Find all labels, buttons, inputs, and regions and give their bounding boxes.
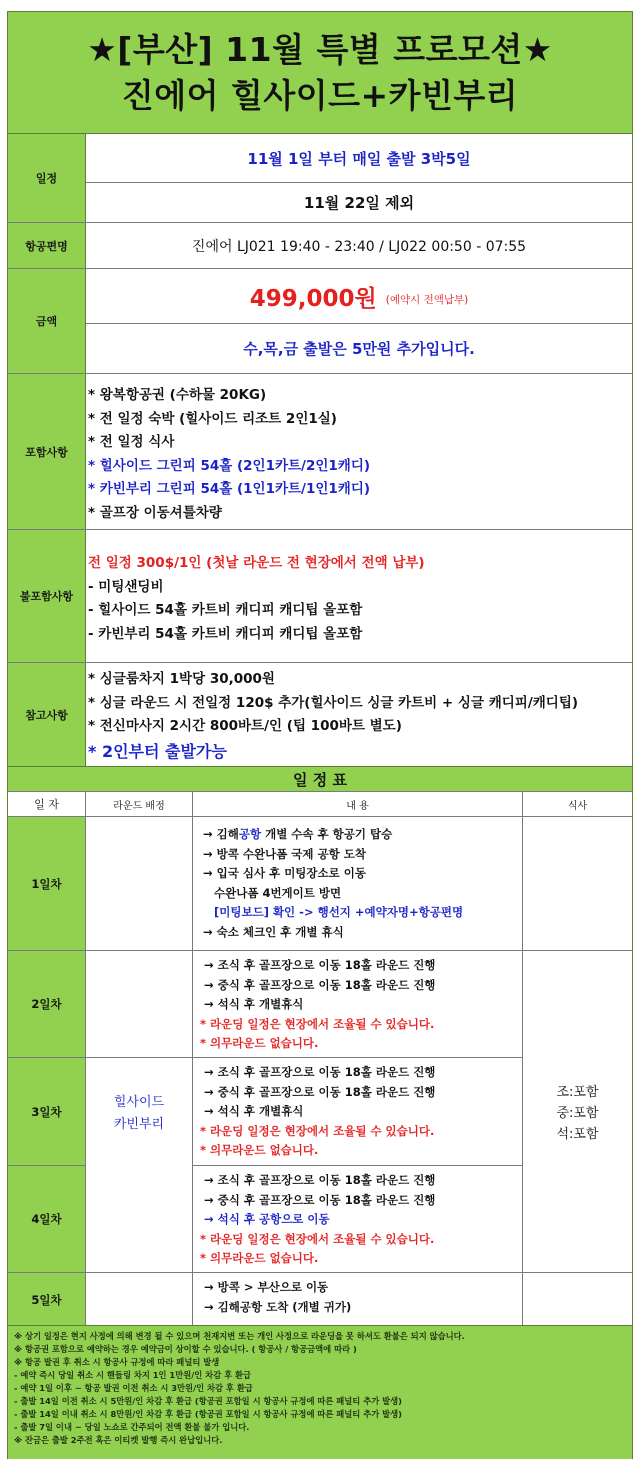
schedule-line: → 김해공항 개별 수속 후 항공기 탑승 — [203, 827, 393, 841]
included-item: * 전 일정 숙박 (힐사이드 리조트 2인1실) — [88, 410, 337, 427]
label-price: 금액 — [35, 315, 58, 328]
schedule-warning: * 라운딩 일정은 현장에서 조율될 수 있습니다. — [200, 1016, 435, 1031]
footer-note: - 출발 14일 이내 취소 시 8만원/인 차감 후 환급 (항공권 포함일 시 항공사 규정에 따른 패널티 추가 발생) — [14, 1409, 402, 1419]
promotion-sheet — [7, 11, 633, 1459]
schedule-line: → 중식 후 골프장으로 이동 18홀 라운드 진행 — [204, 1192, 436, 1207]
label-included: 포함사항 — [25, 445, 68, 459]
schedule-line: → 숙소 체크인 후 개별 휴식 — [203, 924, 344, 939]
schedule-line: → 석식 후 개별휴식 — [204, 1104, 304, 1118]
schedule-exclusion: 11월 22일 제외 — [303, 194, 415, 212]
col-header-day: 일 자 — [34, 798, 59, 811]
schedule-line: 수완나폼 4번게이트 방면 — [214, 885, 342, 900]
schedule-line: → 중식 후 골프장으로 이동 18홀 라운드 진행 — [204, 1084, 436, 1099]
label-notes: 참고사항 — [25, 708, 68, 722]
included-item: * 전 일정 식사 — [88, 434, 175, 450]
notes-item: * 싱글 라운드 시 전일정 120$ 추가(힐사이드 싱글 카트비 + 싱글 캐디피/캐디팁) — [88, 694, 579, 711]
day-content-4 — [200, 1171, 435, 1269]
footer-note: ※ 잔금은 출발 2주전 혹은 이티켓 발행 즉시 완납입니다. — [14, 1435, 223, 1445]
schedule-line: → 조식 후 골프장으로 이동 18홀 라운드 진행 — [204, 1173, 436, 1187]
day-content-5 — [204, 1278, 351, 1317]
footer-note: - 출발 7일 이내 ~ 당일 노쇼로 간주되어 전액 환불 불가 입니다. — [14, 1422, 250, 1432]
footer-note: - 예약 1일 이후 ~ 항공 발권 이전 취소 시 3만원/인 차감 후 환급 — [14, 1383, 253, 1393]
label-flight: 항공편명 — [25, 239, 68, 253]
price-row — [86, 269, 632, 323]
label-schedule: 일정 — [35, 172, 58, 185]
notes-list — [88, 668, 578, 765]
day-label-2: 2일차 — [31, 997, 62, 1011]
footer-note: ※ 항공권 포함으로 예약하는 경우 예약금이 상이할 수 있습니다. ( 항공사 / 항공금액에 따라 ) — [14, 1344, 357, 1354]
schedule-line: → 석식 후 개별휴식 — [204, 997, 304, 1011]
excluded-headline: 전 일정 300$/1인 (첫날 라운드 전 현장에서 전액 납부) — [88, 555, 425, 571]
day-label-5: 5일차 — [31, 1292, 62, 1307]
schedule-warning: * 의무라운드 없습니다. — [200, 1143, 319, 1157]
day-label-3: 3일차 — [31, 1104, 62, 1119]
price-surcharge: 수,목,금 출발은 5만원 추가입니다. — [243, 340, 475, 358]
day-content-3 — [200, 1063, 435, 1161]
footer-notes — [8, 1326, 632, 1459]
schedule-warning: * 의무라운드 없습니다. — [200, 1036, 319, 1050]
promo-title-line2: 진에어 힐사이드+카빈부리 — [121, 75, 519, 115]
footer-note: ※ 상기 일정은 현지 사정에 의해 변경 될 수 있으며 천재지변 또는 개인 사정으로 라운딩을 못 하셔도 환불은 되지 않습니다. — [14, 1331, 465, 1341]
meal-breakfast: 조:포함 — [556, 1085, 599, 1100]
col-header-round: 라운드 배정 — [113, 800, 165, 812]
schedule-line: → 방콕 수완나폼 국제 공항 도착 — [203, 846, 366, 861]
day-label-1: 1일차 — [31, 876, 62, 891]
label-excluded: 불포함사항 — [19, 590, 74, 603]
schedule-departure: 11월 1일 부터 매일 출발 3박5일 — [247, 149, 471, 168]
day-content-2 — [200, 956, 435, 1054]
itinerary-title: 일 정 표 — [8, 767, 632, 791]
round-course-2: 카빈부리 — [113, 1117, 165, 1132]
notes-highlight: * 2인부터 출발가능 — [88, 741, 227, 761]
notes-item: * 싱글룸차지 1박당 30,000원 — [88, 671, 275, 687]
included-item: * 왕복항공권 (수하물 20KG) — [88, 387, 267, 403]
schedule-line: [미팅보드] 확인 -> 행선지 +예약자명+항공편명 — [214, 905, 464, 919]
schedule-line: → 조식 후 골프장으로 이동 18홀 라운드 진행 — [204, 1065, 436, 1079]
schedule-warning: * 라운딩 일정은 현장에서 조율될 수 있습니다. — [200, 1231, 435, 1246]
schedule-warning: * 라운딩 일정은 현장에서 조율될 수 있습니다. — [200, 1123, 435, 1138]
notes-item: * 전신마사지 2시간 800바트/인 (팁 100바트 별도) — [88, 718, 402, 734]
promo-title — [8, 12, 632, 133]
meals-info — [523, 1082, 632, 1145]
footer-note: ※ 항공 발권 후 취소 시 항공사 규정에 따라 패널티 발생 — [14, 1357, 220, 1367]
promo-title-line1: ★[부산] 11월 특별 프로모션★ — [87, 29, 553, 69]
schedule-warning: * 의무라운드 없습니다. — [200, 1251, 319, 1265]
excluded-item: - 카빈부리 54홀 카트비 캐디피 캐디팁 올포함 — [88, 625, 363, 642]
schedule-line: → 방콕 > 부산으로 이동 — [204, 1280, 329, 1294]
excluded-item: - 힐사이드 54홀 카트비 캐디피 캐디팁 올포함 — [88, 602, 363, 618]
included-item: * 골프장 이동셔틀차량 — [88, 504, 222, 521]
col-header-meal: 식사 — [567, 800, 588, 812]
round-assignment — [86, 1092, 192, 1136]
price-amount: 499,000원 — [249, 285, 377, 312]
included-item: * 힐사이드 그린피 54홀 (2인1카트/2인1캐디) — [88, 457, 371, 474]
included-item: * 카빈부리 그린피 54홀 (1인1카트/1인1캐디) — [88, 481, 371, 497]
footer-note: - 예약 즉시 당일 취소 시 핸들링 차지 1인 1만원/인 차감 후 환급 — [14, 1370, 252, 1380]
schedule-line: → 석식 후 공항으로 이동 — [204, 1212, 330, 1226]
excluded-item: - 미팅샌딩비 — [88, 578, 164, 595]
meal-lunch: 중:포함 — [556, 1106, 599, 1121]
round-course-1: 힐사이드 — [113, 1095, 165, 1110]
schedule-line: → 중식 후 골프장으로 이동 18홀 라운드 진행 — [204, 977, 436, 992]
day-content-1 — [203, 825, 463, 942]
day-label-4: 4일차 — [31, 1212, 62, 1226]
flight-info: 진에어 LJ021 19:40 - 23:40 / LJ022 00:50 - 07:55 — [191, 238, 527, 255]
meal-dinner: 석:포함 — [556, 1127, 599, 1142]
included-list — [88, 384, 370, 525]
schedule-line: → 입국 심사 후 미팅장소로 이동 — [203, 866, 366, 880]
schedule-line: → 김해공항 도착 (개별 귀가) — [204, 1299, 352, 1314]
footer-note: - 출발 14일 이전 취소 시 5만원/인 차감 후 환급 (항공권 포함일 시 항공사 규정에 따른 패널티 추가 발생) — [14, 1396, 402, 1406]
excluded-list — [88, 552, 425, 646]
schedule-line: → 조식 후 골프장으로 이동 18홀 라운드 진행 — [204, 958, 436, 972]
col-header-content: 내 용 — [346, 800, 369, 812]
price-note: (예약시 전액납부) — [385, 293, 469, 306]
